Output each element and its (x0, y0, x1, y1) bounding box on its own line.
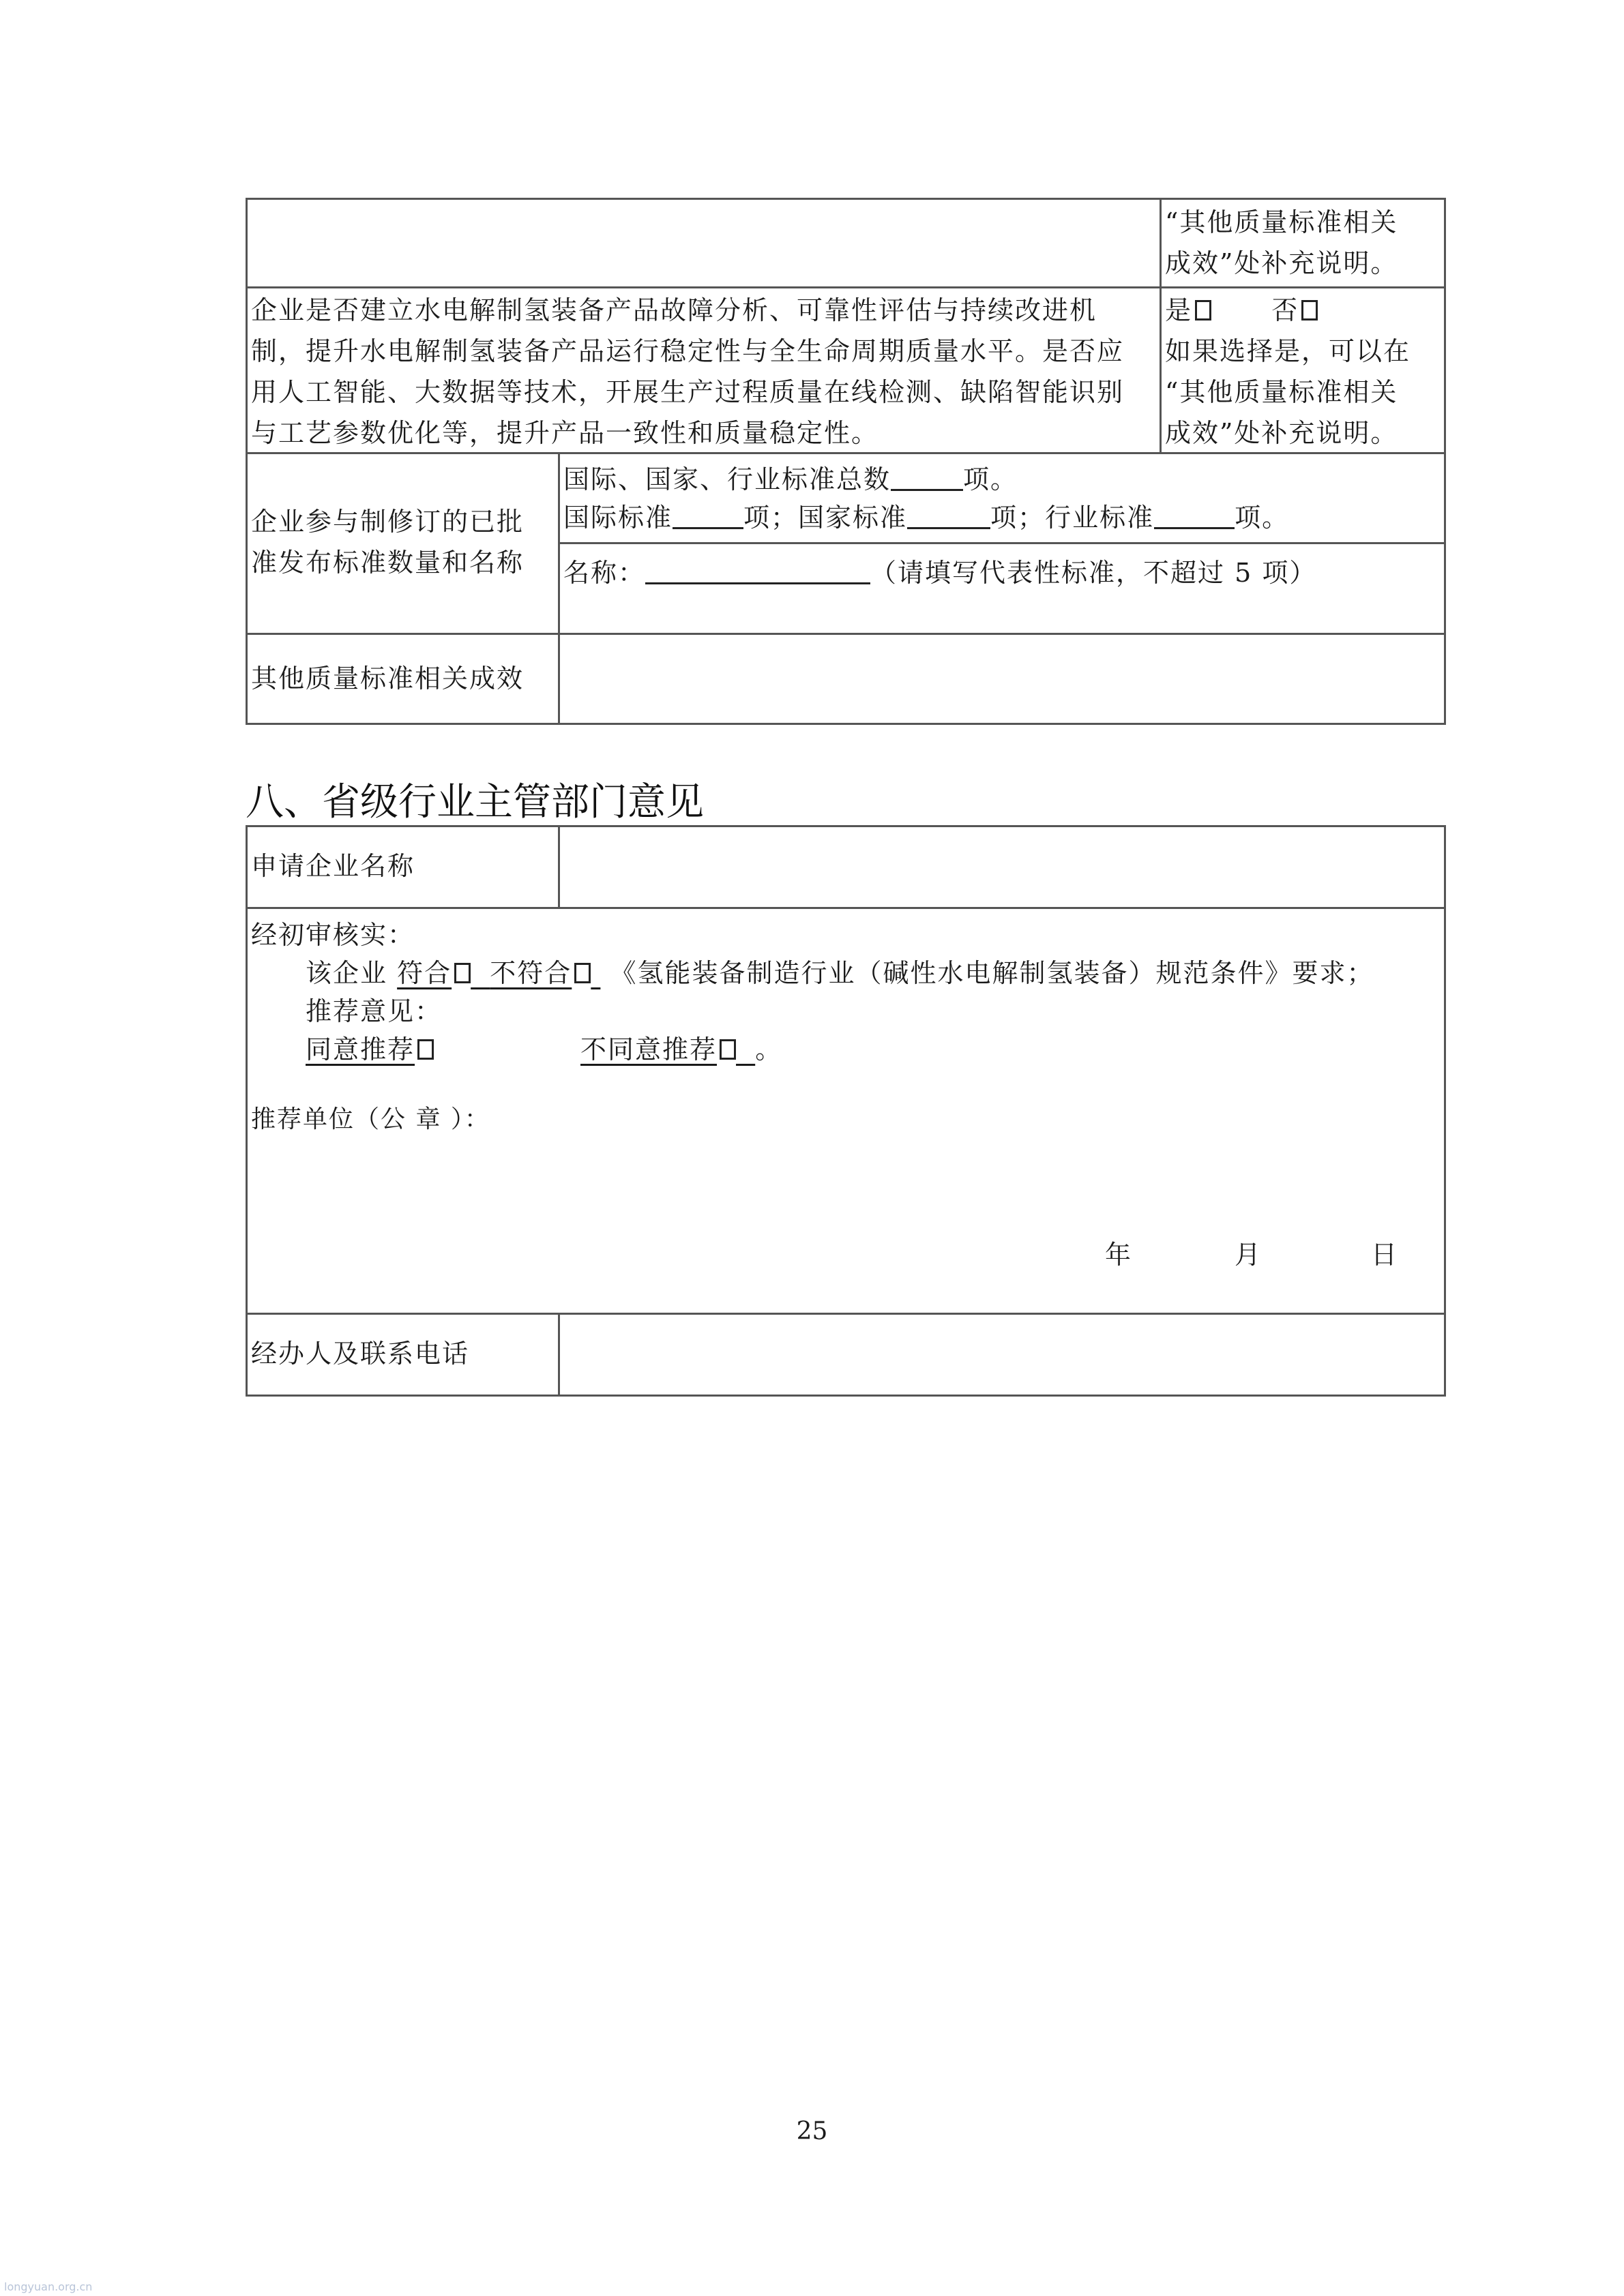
agree-checkbox[interactable] (417, 1039, 434, 1060)
company-name-field[interactable] (560, 827, 1444, 907)
table-border-left (246, 825, 248, 1397)
standards-count-cell (563, 460, 1289, 537)
review-result-line: 该企业 符合 不符合 《氢能装备制造行业（碱性水电解制氢装备）规范条件》要求； (306, 958, 1374, 988)
other-effects-field[interactable] (560, 635, 1444, 723)
question-line: 与工艺参数优化等，提升产品一致性和质量稳定性。 (251, 418, 879, 448)
row1-note-line: 成效”处补充说明。 (1165, 248, 1398, 278)
question-line: 企业是否建立水电解制氢装备产品故障分析、可靠性评估与持续改进机 (251, 295, 1097, 325)
row1-note-line: “其他质量标准相关 (1165, 207, 1398, 237)
contact-field[interactable] (560, 1315, 1444, 1395)
table-border-left (246, 198, 248, 725)
yes-checkbox[interactable] (1195, 300, 1211, 320)
table-border-bottom (246, 1395, 1446, 1397)
recommend-title: 推荐意见： (306, 996, 443, 1026)
answer-note-line: “其他质量标准相关 (1165, 377, 1398, 407)
standards-total-line: 国际、国家、行业标准总数 项。 (563, 460, 1289, 498)
table-inner-divider (558, 542, 1446, 544)
comply-option[interactable]: 符合 不符合 (397, 958, 600, 988)
section-8-title: 八、省级行业主管部门意见 (246, 780, 704, 824)
watermark: longyuan.org.cn (4, 2280, 93, 2293)
question-line: 用人工智能、大数据等技术，开展生产过程质量在线检测、缺陷智能识别 (251, 377, 1125, 407)
no-checkbox[interactable] (1301, 300, 1318, 320)
intl-standards-blank[interactable] (673, 500, 743, 529)
answer-note-line: 成效”处补充说明。 (1165, 418, 1398, 448)
recommend-options[interactable]: 同意推荐 不同意推荐 (306, 1034, 755, 1064)
table-row-divider (246, 286, 1446, 288)
reliability-answer (1165, 290, 1411, 453)
recommending-unit-label: 推荐单位（公 章 ）： (251, 1105, 490, 1133)
standards-breakdown-line: 国际标准 项；国家标准 项；行业标准 项。 (563, 498, 1289, 537)
row1-note (1165, 202, 1398, 284)
disagree-checkbox[interactable] (720, 1039, 736, 1060)
review-title: 经初审核实： (251, 920, 415, 950)
yes-label: 是 (1165, 295, 1193, 325)
table-row-divider (246, 907, 1446, 909)
standards-name-blank[interactable] (645, 555, 870, 584)
not-comply-checkbox[interactable] (574, 963, 591, 983)
date-year-label: 年 (1105, 1240, 1133, 1270)
contact-label: 经办人及联系电话 (251, 1339, 470, 1369)
company-name-label: 申请企业名称 (251, 851, 415, 881)
table-border-bottom (246, 723, 1446, 725)
standards-label (251, 501, 524, 583)
standards-label-line: 准发布标准数量和名称 (251, 548, 525, 578)
review-block (251, 916, 1374, 1069)
national-standards-blank[interactable] (907, 500, 990, 529)
reliability-question (251, 290, 1124, 453)
page-number: 25 (796, 2117, 828, 2145)
industry-standards-blank[interactable] (1154, 500, 1235, 529)
standards-label-line: 企业参与制修订的已批 (251, 507, 525, 537)
recommend-line: 同意推荐 不同意推荐 。 (306, 1034, 783, 1064)
table-border-top (246, 198, 1446, 200)
table-border-right (1444, 198, 1446, 725)
answer-note-line: 如果选择是，可以在 (1165, 336, 1411, 366)
date-day-label: 日 (1371, 1240, 1399, 1270)
date-month-label: 月 (1235, 1240, 1263, 1270)
no-label: 否 (1271, 295, 1299, 325)
table-column-divider (1160, 198, 1162, 454)
comply-checkbox[interactable] (454, 963, 471, 983)
standards-total-blank[interactable] (891, 462, 963, 491)
standards-name-line: 名称： （请填写代表性标准，不超过 5 项） (563, 552, 1316, 593)
question-line: 制，提升水电解制氢装备产品运行稳定性与全生命周期质量水平。是否应 (251, 336, 1125, 366)
other-effects-label: 其他质量标准相关成效 (251, 664, 525, 694)
yes-no-options (1165, 290, 1411, 331)
table-border-right (1444, 825, 1446, 1397)
